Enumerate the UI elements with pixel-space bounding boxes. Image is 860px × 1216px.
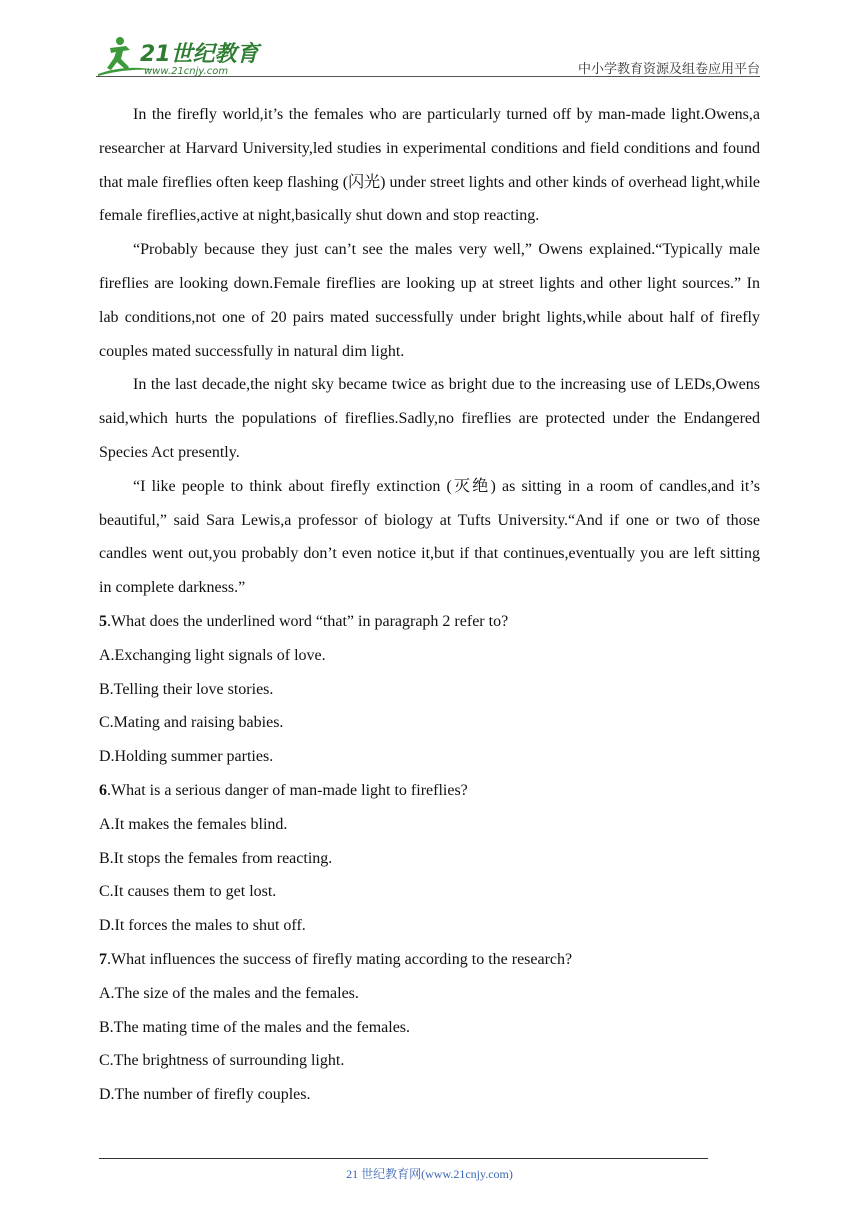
page-footer	[99, 1165, 760, 1182]
svg-text:www.21cnjy.com: www.21cnjy.com	[144, 66, 229, 77]
question-number: 7	[99, 950, 107, 968]
passage-paragraph: In the firefly world,it’s the females who are particularly turned off by man-made light.Owens,a researcher at Harvard University,led studies in experimental conditions and field conditions and found that male fireflies often keep flashing (闪光) under street lights and other kinds of overhead light,while female fireflies,active at night,basically shut down and stop reacting.	[99, 106, 760, 225]
footer-text[interactable]: 21 世纪教育网(www.21cnjy.com)	[346, 1167, 513, 1181]
answer-option: C.It causes them to get lost.	[99, 883, 277, 901]
header-tagline: 中小学教育资源及组卷应用平台	[577, 62, 760, 77]
site-logo	[96, 34, 266, 78]
passage-paragraph: “I like people to think about firefly extinction (灭绝) as sitting in a room of candles,and it’s beautiful,” said Sara Lewis,a professor of biology at Tufts University.“And if one or two of those candles went out,you probably don’t even notice it,but if that continues,eventually you are left sitting in complete darkness.”	[99, 477, 760, 597]
answer-option: A.Exchanging light signals of love.	[99, 646, 326, 664]
question-text: .What influences the success of firefly mating according to the research?	[107, 950, 573, 968]
answer-option: B.Telling their love stories.	[99, 680, 274, 698]
question-text: .What does the underlined word “that” in paragraph 2 refer to?	[107, 612, 509, 630]
svg-text:21世纪教育: 21世纪教育	[140, 42, 259, 67]
answer-option: D.Holding summer parties.	[99, 748, 274, 766]
passage-paragraph: “Probably because they just can’t see the males very well,” Owens explained.“Typically male fireflies are looking down.Female fireflies are looking up at street lights and other light sources.” In lab conditions,not one of 20 pairs mated successfully under bright lights,while about half of firefly couples mated successfully in natural dim light.	[99, 241, 760, 360]
answer-option: C.Mating and raising babies.	[99, 714, 284, 732]
answer-option: A.The size of the males and the females.	[99, 984, 359, 1002]
document-body	[99, 98, 760, 1112]
answer-option: D.It forces the males to shut off.	[99, 917, 306, 935]
question-7	[99, 943, 760, 977]
question-number: 5	[99, 612, 107, 630]
header-divider	[96, 76, 760, 77]
question-6	[99, 774, 760, 808]
answer-option: B.It stops the females from reacting.	[99, 849, 333, 867]
answer-option: B.The mating time of the males and the females.	[99, 1018, 411, 1036]
page-header	[96, 34, 760, 78]
answer-option: A.It makes the females blind.	[99, 815, 288, 833]
question-number: 6	[99, 781, 107, 799]
answer-option: C.The brightness of surrounding light.	[99, 1052, 345, 1070]
passage-paragraph: In the last decade,the night sky became twice as bright due to the increasing use of LEDs,Owens said,which hurts the populations of fireflies.Sadly,no fireflies are protected under the Endangered Species Act presently.	[99, 376, 760, 461]
question-5	[99, 605, 760, 639]
footer-divider	[99, 1158, 708, 1159]
question-text: .What is a serious danger of man-made light to fireflies?	[107, 781, 468, 799]
answer-option: D.The number of firefly couples.	[99, 1086, 311, 1104]
